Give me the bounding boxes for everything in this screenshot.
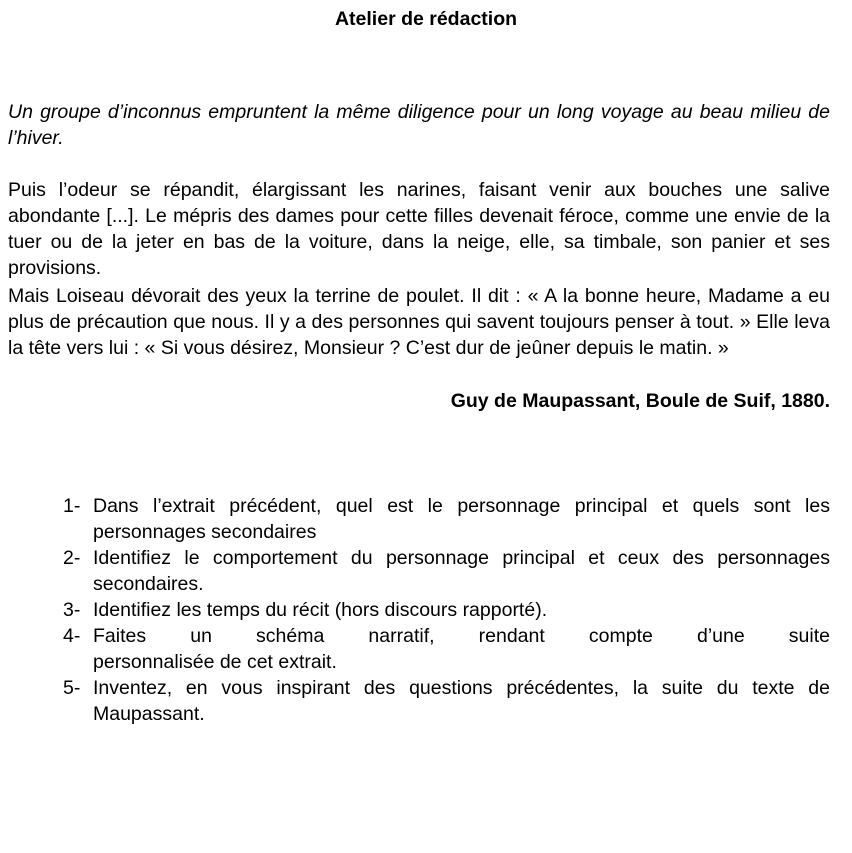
question-list (63, 493, 830, 727)
question-item (63, 623, 830, 649)
question-text: Identifiez le comportement du personnage principal et ceux des personnages secondaires. (93, 547, 830, 595)
excerpt-paragraph-1: Puis l’odeur se répandit, élargissant les narines, faisant venir aux bouches une salive abondante [...]. Le mépris des dames pour cette filles devenait féroce, comme une envie de la tuer ou de la jeter en bas de la voiture, dans la neige, elle, sa timbale, son panier et ses provisions. (8, 179, 830, 279)
question-number: 3- (63, 599, 81, 621)
question-item (63, 597, 830, 623)
question-item (63, 675, 830, 727)
question-text: personnalisée de cet extrait. (93, 651, 337, 673)
question-item (63, 493, 830, 545)
question-number: 5- (63, 677, 81, 699)
question-item-continuation (63, 649, 830, 675)
question-number: 4- (63, 625, 81, 647)
excerpt-paragraph-2: Mais Loiseau dévorait des yeux la terrine de poulet. Il dit : « A la bonne heure, Madame a eu plus de précaution que nous. Il y a des personnes qui savent toujours penser à tout. » Elle leva la tête vers lui : « Si vous désirez, Monsieur ? C’est dur de jeûner depuis le matin. » (8, 285, 830, 359)
question-text: Inventez, en vous inspirant des questions précédentes, la suite du texte de Maupassant. (93, 677, 830, 725)
question-number: 1- (63, 495, 81, 517)
question-text: Dans l’extrait précédent, quel est le personnage principal et quels sont les personnages secondaires (93, 495, 830, 543)
source-citation: Guy de Maupassant, Boule de Suif, 1880. (450, 390, 830, 412)
question-text: Identifiez les temps du récit (hors discours rapporté). (93, 599, 548, 621)
question-number: 2- (63, 547, 81, 569)
question-item (63, 545, 830, 597)
question-text: Faites un schéma narratif, rendant compte d’une suite (93, 625, 830, 647)
intro-text: Un groupe d’inconnus empruntent la même diligence pour un long voyage au beau milieu de l’hiver. (8, 101, 830, 149)
page-title: Atelier de rédaction (334, 8, 518, 30)
